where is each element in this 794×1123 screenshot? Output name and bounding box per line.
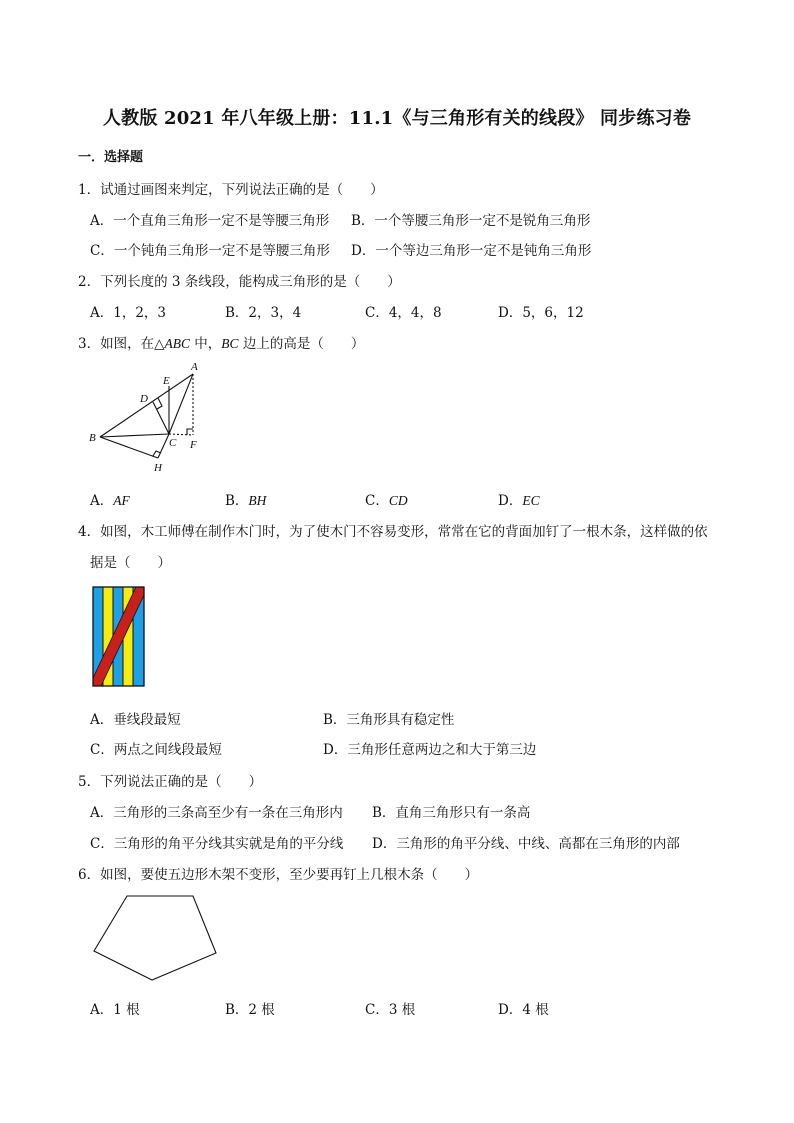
question-6-stem: 6．如图，要使五边形木架不变形，至少要再钉上几根木条（ ） xyxy=(78,867,479,883)
q3-option-d[interactable]: D．EC xyxy=(498,493,540,509)
q6-option-c[interactable]: C．3 根 xyxy=(365,1002,416,1018)
q4-option-c[interactable]: C．两点之间线段最短 xyxy=(90,742,222,758)
q1-option-d[interactable]: D．一个等边三角形一定不是钝角三角形 xyxy=(351,243,592,259)
question-2-stem: 2．下列长度的 3 条线段，能构成三角形的是（ ） xyxy=(78,274,401,290)
q4-option-a[interactable]: A．垂线段最短 xyxy=(90,712,181,728)
q5-option-b[interactable]: B．直角三角形只有一条高 xyxy=(372,805,531,821)
q4-option-d[interactable]: D．三角形任意两边之和大于第三边 xyxy=(323,742,537,758)
q3-option-a[interactable]: A．AF xyxy=(90,493,130,509)
label-f: F xyxy=(190,439,197,451)
q4-option-b[interactable]: B．三角形具有稳定性 xyxy=(323,712,455,728)
right-angle-d-icon xyxy=(157,398,162,409)
segment-ba xyxy=(100,374,193,437)
pentagon-shape xyxy=(94,896,216,980)
q5-option-a[interactable]: A．三角形的三条高至少有一条在三角形内 xyxy=(90,805,343,821)
label-d: D xyxy=(140,393,148,405)
question-4-stem-line-2: 据是（ ） xyxy=(90,555,171,571)
q6-option-a[interactable]: A．1 根 xyxy=(90,1002,140,1018)
label-c: C xyxy=(169,437,177,449)
segment-cf-dashed xyxy=(169,434,193,435)
q5-option-c[interactable]: C．三角形的角平分线其实就是角的平分线 xyxy=(90,836,344,852)
q6-option-d[interactable]: D．4 根 xyxy=(498,1002,549,1018)
right-angle-f-icon xyxy=(187,429,193,435)
label-h: H xyxy=(154,462,162,474)
q3-option-b[interactable]: B．BH xyxy=(225,493,267,509)
segment-ch xyxy=(158,434,169,458)
q2-option-d[interactable]: D．5，6，12 xyxy=(498,305,584,321)
label-b: B xyxy=(89,432,96,444)
q2-option-a[interactable]: A．1，2，3 xyxy=(90,305,167,321)
pentagon-frame-figure xyxy=(90,892,222,984)
question-4-stem-line-1: 4．如图，木工师傅在制作木门时，为了使木门不容易变形，常常在它的背面加钉了一根木条，这样做的依 xyxy=(78,524,708,540)
segment-ca xyxy=(169,374,193,434)
q6-option-b[interactable]: B．2 根 xyxy=(225,1002,275,1018)
q1-option-a[interactable]: A．一个直角三角形一定不是等腰三角形 xyxy=(90,213,330,229)
label-a: A xyxy=(191,361,198,373)
question-3-stem: 3．如图，在△ABC 中，BC 边上的高是（ ） xyxy=(78,336,365,352)
wooden-door-figure xyxy=(92,586,146,688)
label-e: E xyxy=(163,375,170,387)
q2-option-c[interactable]: C．4，4，8 xyxy=(365,305,442,321)
q3-option-c[interactable]: C．CD xyxy=(365,493,408,509)
question-5-stem: 5．下列说法正确的是（ ） xyxy=(78,774,263,790)
segment-bh xyxy=(100,437,158,458)
segment-bc xyxy=(100,434,169,437)
q1-option-c[interactable]: C．一个钝角三角形一定不是等腰三角形 xyxy=(90,243,330,259)
question-1-stem: 1．试通过画图来判定，下列说法正确的是（ ） xyxy=(78,182,384,198)
q1-option-b[interactable]: B．一个等腰三角形一定不是锐角三角形 xyxy=(351,213,591,229)
section-heading: 一．选择题 xyxy=(78,150,144,165)
triangle-abc-figure xyxy=(85,360,215,478)
q5-option-d[interactable]: D．三角形的角平分线、中线、高都在三角形的内部 xyxy=(372,836,680,852)
page-title: 人教版 2021 年八年级上册：11.1《与三角形有关的线段》 同步练习卷 xyxy=(102,108,692,129)
q2-option-b[interactable]: B．2，3，4 xyxy=(225,305,302,321)
